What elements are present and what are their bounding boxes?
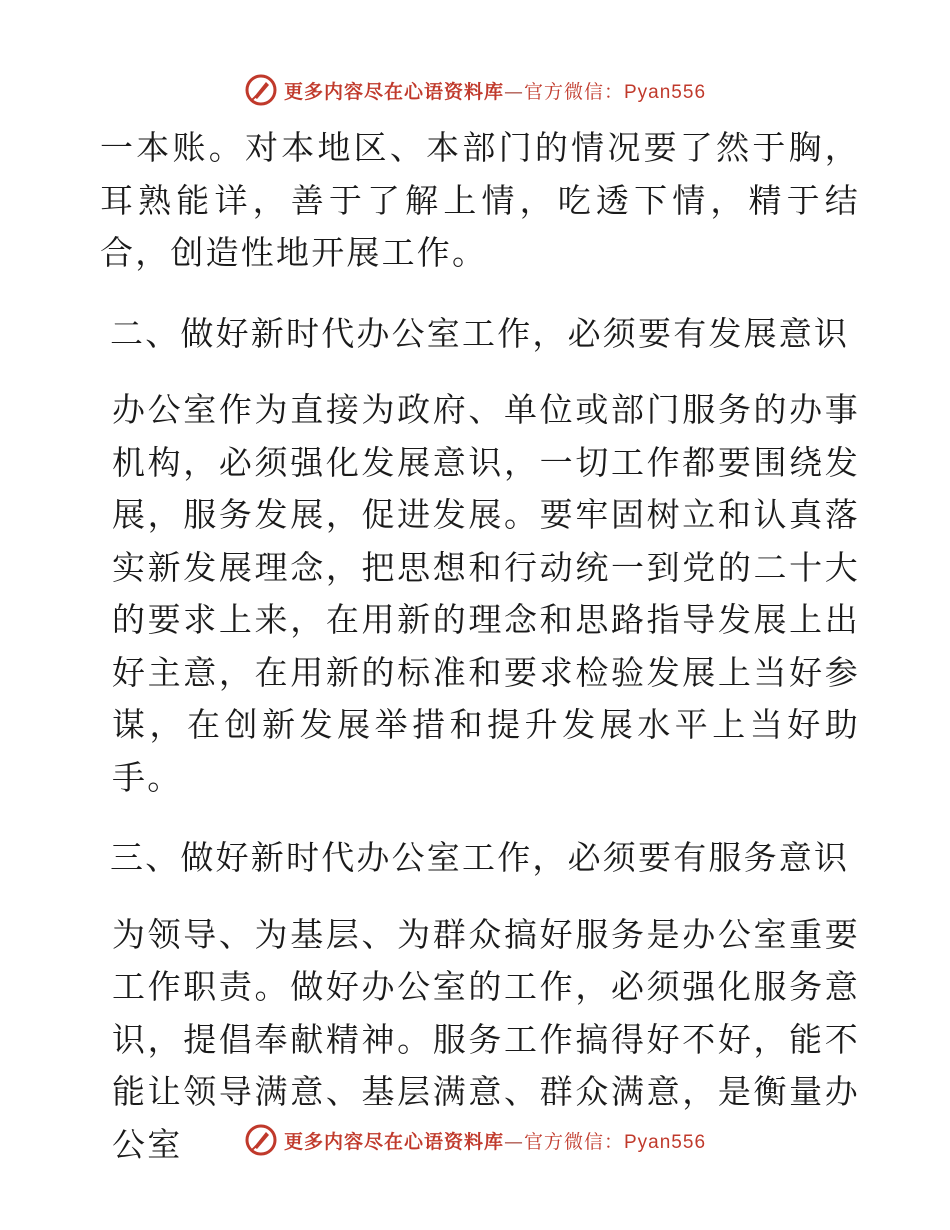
watermark-account-label: 官方微信： <box>523 1130 624 1153</box>
watermark-handle: Pyan556 <box>624 1131 707 1153</box>
footer-watermark-banner <box>0 1120 950 1160</box>
quill-logo-icon <box>244 73 278 107</box>
header-watermark-banner <box>0 70 950 110</box>
paragraph-3: 为领导、为基层、为群众搞好服务是办公室重要工作职责。做好办公室的工作，必须强化服务意识，提倡奉献精神。服务工作搞得好不好，能不能让领导满意、基层满意、群众满意，是衡量办公室 <box>112 914 860 1164</box>
watermark-text <box>284 77 706 104</box>
watermark-dash: — <box>503 80 524 103</box>
paragraph-2: 办公室作为直接为政府、单位或部门服务的办事机构，必须强化发展意识，一切工作都要围绕发展，服务发展，促进发展。要牢固树立和认真落实新发展理念，把思想和行动统一到党的二十大的要求上来，在用新的理念和思路指导发展上出好主意，在用新的标准和要求检验发展上当好参谋，在创新发展举措和提升发展水平上当好助手。 <box>112 390 860 797</box>
watermark-account-label: 官方微信： <box>523 80 624 103</box>
watermark-dash: — <box>503 1130 524 1153</box>
quill-logo-icon <box>244 1123 278 1157</box>
watermark-text <box>284 1127 706 1154</box>
paragraph-1: 一本账。对本地区、本部门的情况要了然于胸，耳熟能详，善于了解上情，吃透下情，精于结合，创造性地开展工作。 <box>100 128 860 272</box>
section-heading-2: 二、做好新时代办公室工作，必须要有发展意识 <box>110 313 850 353</box>
watermark-handle: Pyan556 <box>624 81 707 103</box>
section-heading-3: 三、做好新时代办公室工作，必须要有服务意识 <box>110 838 850 877</box>
watermark-brand: 更多内容尽在心语资料库 <box>283 1130 504 1153</box>
watermark-brand: 更多内容尽在心语资料库 <box>283 80 504 103</box>
document-body <box>100 122 860 1171</box>
